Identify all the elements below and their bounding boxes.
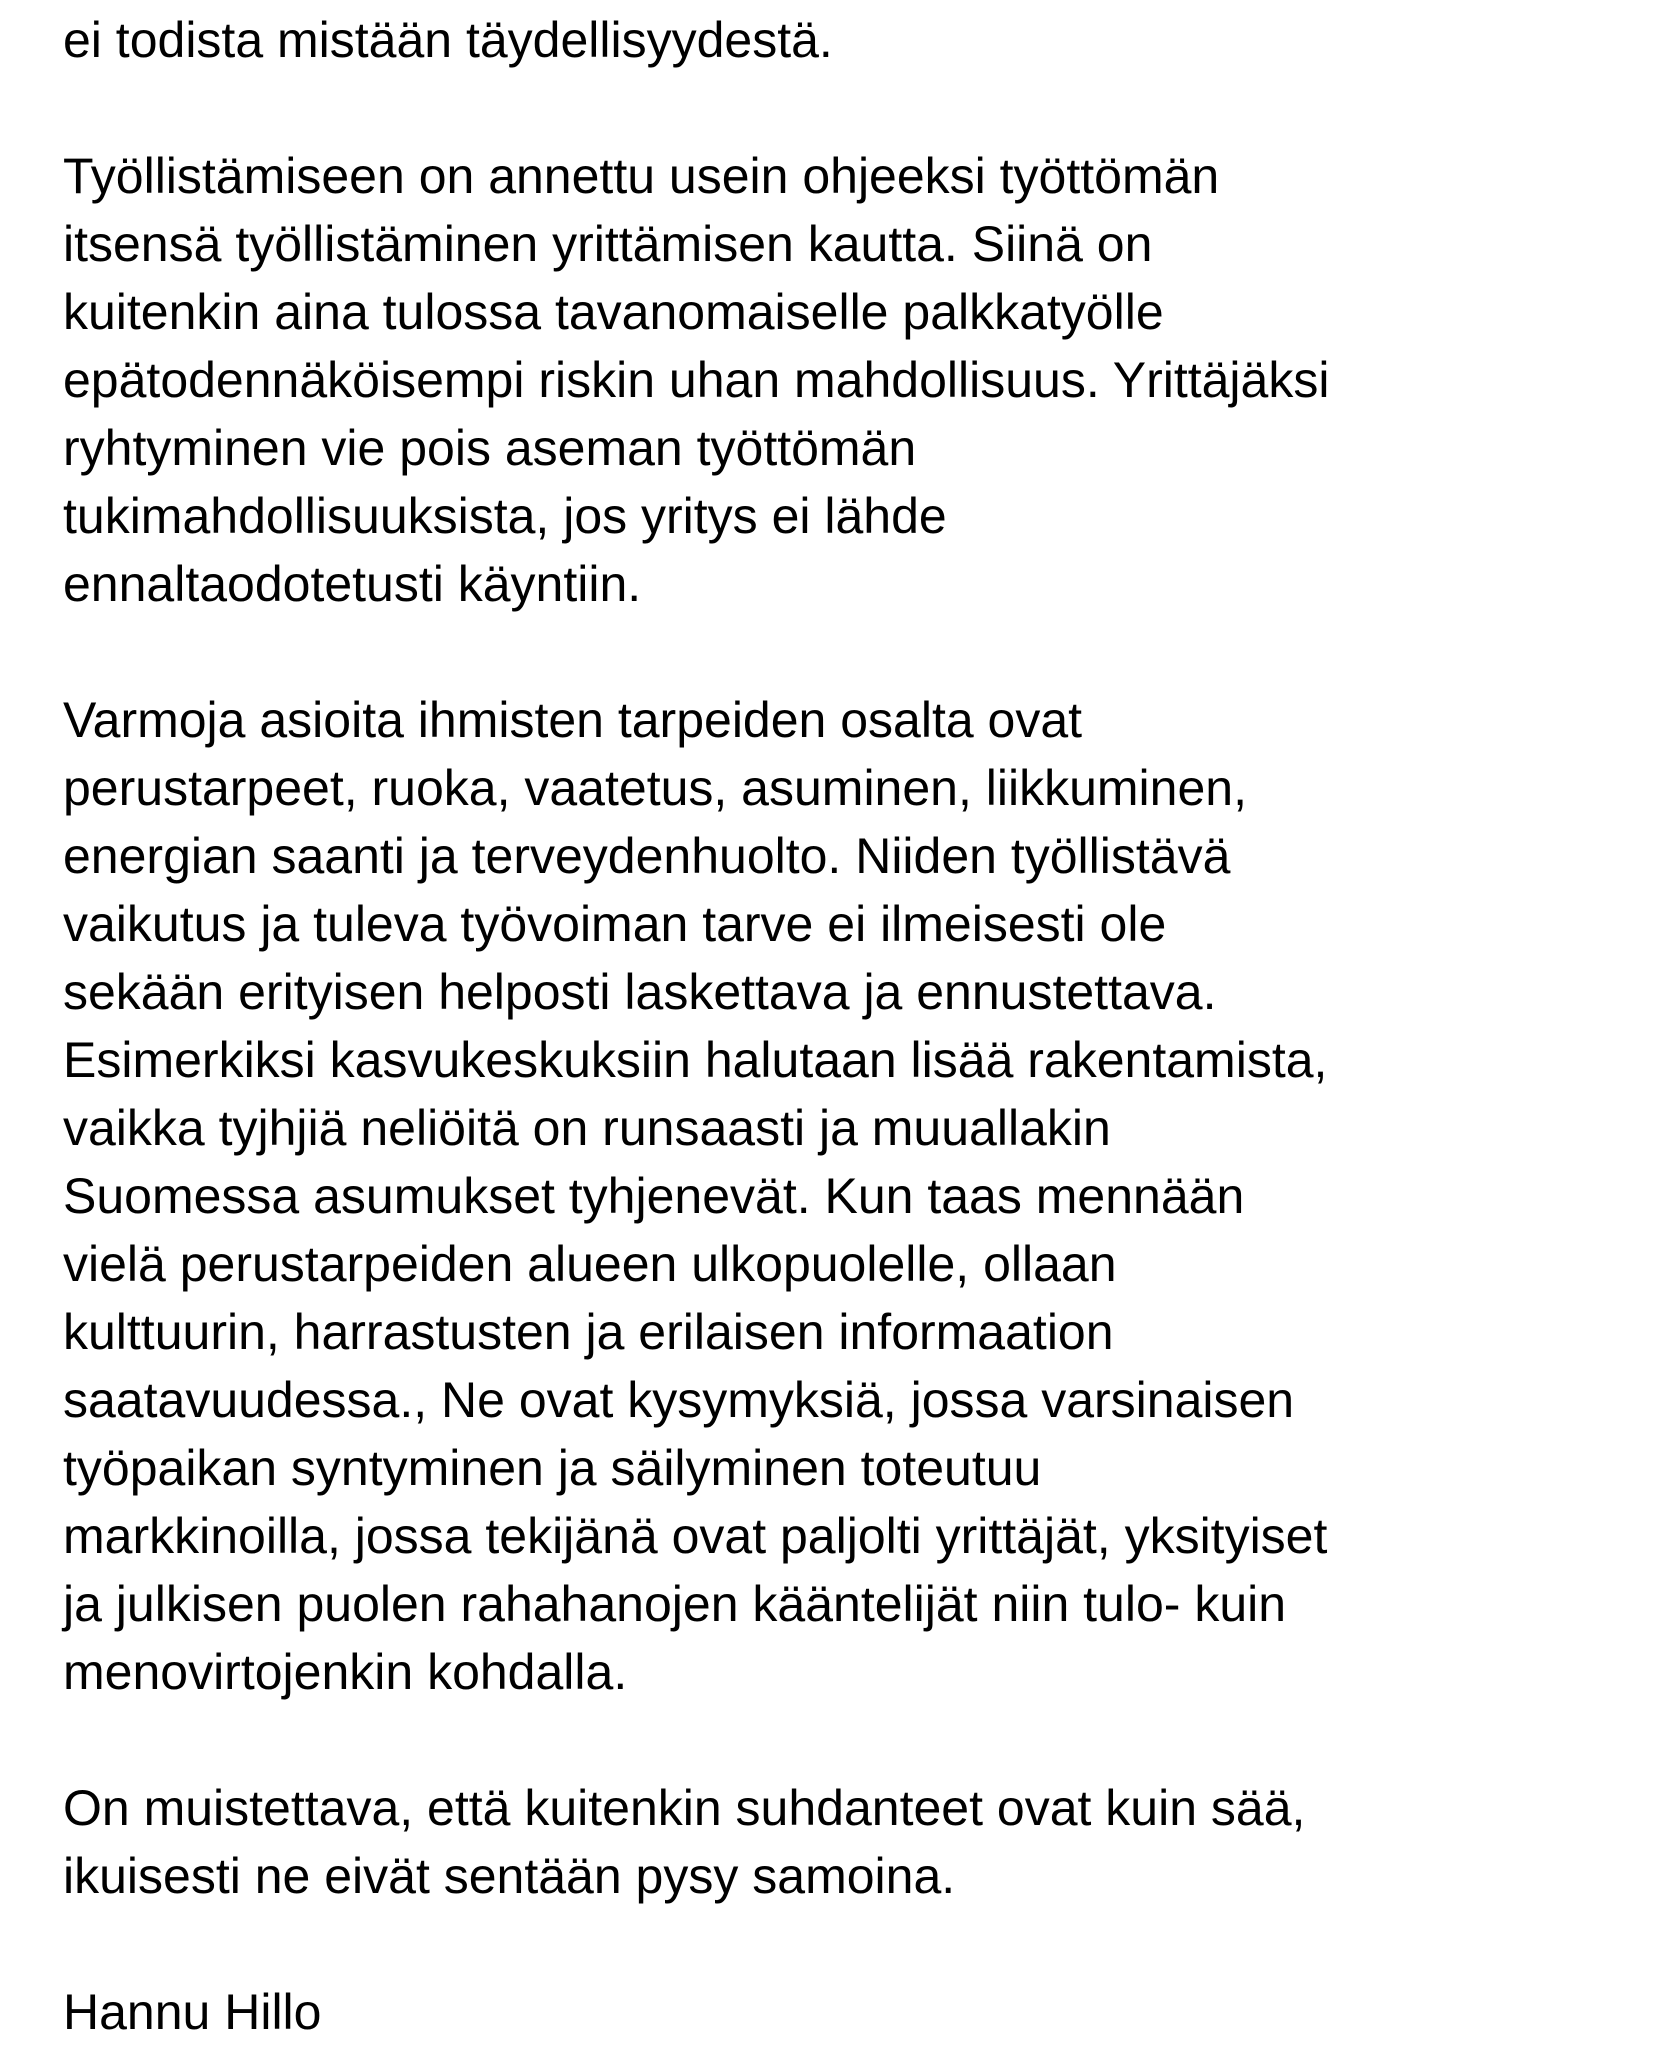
text-line: itsensä työllistäminen yrittämisen kautta. Siinä on bbox=[63, 216, 1153, 272]
text-line: Esimerkiksi kasvukeskuksiin halutaan lisää rakentamista, bbox=[63, 1032, 1328, 1088]
text-line: vaikutus ja tuleva työvoiman tarve ei ilmeisesti ole bbox=[63, 896, 1167, 952]
text-line: menovirtojenkin kohdalla. bbox=[63, 1644, 628, 1700]
text-line: ryhtyminen vie pois aseman työttömän bbox=[63, 420, 917, 476]
text-line: markkinoilla, jossa tekijänä ovat paljolti yrittäjät, yksityiset bbox=[63, 1508, 1328, 1564]
text-line: energian saanti ja terveydenhuolto. Niiden työllistävä bbox=[63, 828, 1231, 884]
paragraph-gap bbox=[63, 1910, 1643, 1978]
text-line: perustarpeet, ruoka, vaatetus, asuminen, liikkuminen, bbox=[63, 760, 1247, 816]
text-line: ja julkisen puolen rahahanojen kääntelijät niin tulo- kuin bbox=[63, 1576, 1287, 1632]
text-line: epätodennäköisempi riskin uhan mahdollisuus. Yrittäjäksi bbox=[63, 352, 1330, 408]
text-line: Suomessa asumukset tyhjenevät. Kun taas mennään bbox=[63, 1168, 1245, 1224]
paragraph-self-employment bbox=[63, 142, 1643, 618]
text-line: ennaltaodotetusti käyntiin. bbox=[63, 556, 642, 612]
text-line: kulttuurin, harrastusten ja erilaisen informaation bbox=[63, 1304, 1114, 1360]
text-line: saatavuudessa., Ne ovat kysymyksiä, jossa varsinaisen bbox=[63, 1372, 1295, 1428]
text-line: Työllistämiseen on annettu usein ohjeeksi työttömän bbox=[63, 148, 1220, 204]
paragraph-gap bbox=[63, 618, 1643, 686]
paragraph-business-cycles bbox=[63, 1774, 1643, 1910]
text-line: vaikka tyjhjiä neliöitä on runsaasti ja muuallakin bbox=[63, 1100, 1111, 1156]
author-name: Hannu Hillo bbox=[63, 1984, 322, 2040]
text-line: ei todista mistään täydellisyydestä. bbox=[63, 12, 833, 68]
text-line: tukimahdollisuuksista, jos yritys ei lähde bbox=[63, 488, 947, 544]
text-line: kuitenkin aina tulossa tavanomaiselle palkkatyölle bbox=[63, 284, 1164, 340]
text-line: työpaikan syntyminen ja säilyminen toteutuu bbox=[63, 1440, 1042, 1496]
text-line: vielä perustarpeiden alueen ulkopuolelle, ollaan bbox=[63, 1236, 1117, 1292]
author-signature bbox=[63, 1978, 1643, 2046]
text-line: Varmoja asioita ihmisten tarpeiden osalta ovat bbox=[63, 692, 1083, 748]
paragraph-gap bbox=[63, 74, 1643, 142]
text-line: sekään erityisen helposti laskettava ja ennustettava. bbox=[63, 964, 1217, 1020]
paragraph-intro-tail bbox=[63, 6, 1643, 74]
paragraph-gap bbox=[63, 1706, 1643, 1774]
paragraph-basic-needs bbox=[63, 686, 1643, 1706]
document-body bbox=[63, 6, 1643, 2046]
text-line: On muistettava, että kuitenkin suhdanteet ovat kuin sää, bbox=[63, 1780, 1306, 1836]
text-line: ikuisesti ne eivät sentään pysy samoina. bbox=[63, 1848, 956, 1904]
